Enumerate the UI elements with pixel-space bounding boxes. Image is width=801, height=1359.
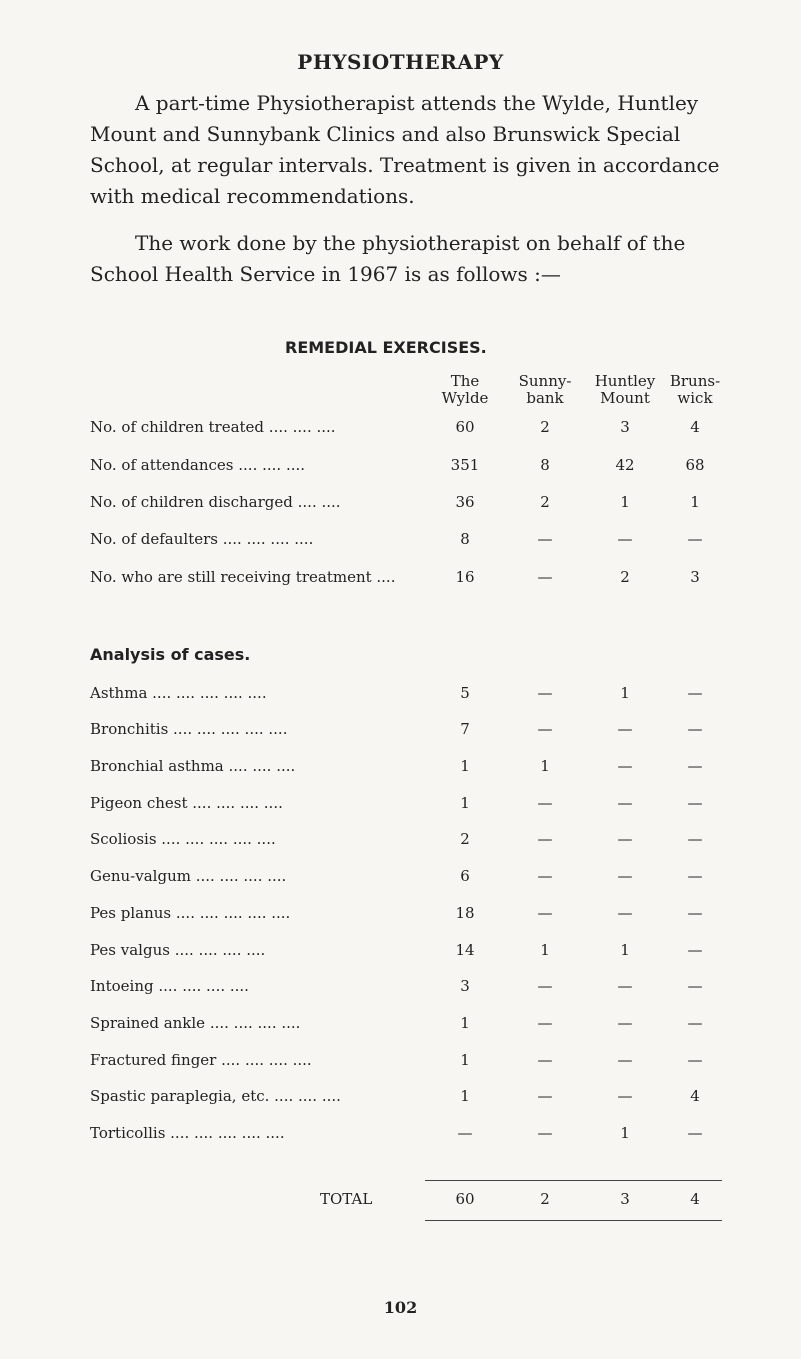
value-huntley-mount: 1 bbox=[620, 684, 630, 702]
value-wylde: — bbox=[457, 1124, 473, 1142]
value-wylde: 1 bbox=[460, 794, 470, 812]
value-wylde: 1 bbox=[460, 1087, 470, 1105]
total-row bbox=[90, 1187, 740, 1211]
row-label: Sprained ankle .... .... .... .... bbox=[90, 1014, 301, 1032]
table-row bbox=[90, 1121, 740, 1145]
value-sunnybank: — bbox=[537, 867, 553, 885]
value-wylde: 351 bbox=[450, 456, 480, 474]
value-sunnybank: 2 bbox=[540, 493, 550, 511]
table-row bbox=[90, 565, 740, 589]
table-row bbox=[90, 901, 740, 925]
value-wylde: 16 bbox=[455, 568, 475, 586]
row-label: Intoeing .... .... .... .... bbox=[90, 977, 249, 995]
value-brunswick: — bbox=[687, 1124, 703, 1142]
value-sunnybank: — bbox=[537, 1014, 553, 1032]
value-brunswick: — bbox=[687, 941, 703, 959]
value-sunnybank: — bbox=[537, 1087, 553, 1105]
value-brunswick: 4 bbox=[690, 418, 700, 436]
value-sunnybank: 8 bbox=[540, 456, 550, 474]
value-brunswick: — bbox=[687, 904, 703, 922]
value-wylde: 7 bbox=[460, 720, 470, 738]
value-wylde: 14 bbox=[455, 941, 475, 959]
row-label: No. of children treated .... .... .... bbox=[90, 418, 336, 436]
row-label: Pigeon chest .... .... .... .... bbox=[90, 794, 283, 812]
page-number: 102 bbox=[383, 1298, 418, 1317]
table-row bbox=[90, 938, 740, 962]
value-sunnybank: — bbox=[537, 568, 553, 586]
value-brunswick: 68 bbox=[685, 456, 705, 474]
table-row bbox=[90, 791, 740, 815]
row-label: Spastic paraplegia, etc. .... .... .... bbox=[90, 1087, 341, 1105]
value-huntley-mount: — bbox=[617, 757, 633, 775]
row-label: Bronchial asthma .... .... .... bbox=[90, 757, 296, 775]
column-header-brunswick: Bruns- wick bbox=[669, 372, 721, 407]
value-brunswick: 1 bbox=[690, 493, 700, 511]
table-row bbox=[90, 681, 740, 705]
value-wylde: 1 bbox=[460, 1014, 470, 1032]
value-wylde: 36 bbox=[455, 493, 475, 511]
value-huntley-mount: — bbox=[617, 720, 633, 738]
table-row bbox=[90, 527, 740, 551]
value-brunswick: — bbox=[687, 1014, 703, 1032]
column-header-huntley-mount: Huntley Mount bbox=[594, 372, 656, 407]
value-brunswick: — bbox=[687, 720, 703, 738]
value-huntley-mount: 1 bbox=[620, 1124, 630, 1142]
value-wylde: 6 bbox=[460, 867, 470, 885]
value-sunnybank: — bbox=[537, 720, 553, 738]
table-row bbox=[90, 453, 740, 477]
value-huntley-mount: 1 bbox=[620, 941, 630, 959]
value-wylde: 1 bbox=[460, 757, 470, 775]
row-label: No. of defaulters .... .... .... .... bbox=[90, 530, 314, 548]
value-sunnybank: 1 bbox=[540, 757, 550, 775]
row-label: Asthma .... .... .... .... .... bbox=[90, 684, 267, 702]
value-brunswick: — bbox=[687, 684, 703, 702]
table-row bbox=[90, 827, 740, 851]
value-huntley-mount: — bbox=[617, 794, 633, 812]
value-sunnybank: — bbox=[537, 977, 553, 995]
work-done-paragraph: The work done by the physiotherapist on behalf of the School Health Service in 1967 is as follows :— bbox=[90, 231, 686, 286]
value-brunswick: 3 bbox=[690, 568, 700, 586]
value-wylde: 8 bbox=[460, 530, 470, 548]
value-wylde: 3 bbox=[460, 977, 470, 995]
value-sunnybank: 1 bbox=[540, 941, 550, 959]
value-brunswick: — bbox=[687, 757, 703, 775]
table-row bbox=[90, 1048, 740, 1072]
total-bottom-rule bbox=[425, 1220, 722, 1221]
row-label: Pes valgus .... .... .... .... bbox=[90, 941, 266, 959]
table-row bbox=[90, 754, 740, 778]
value-sunnybank: — bbox=[537, 904, 553, 922]
value-huntley-mount: — bbox=[617, 904, 633, 922]
row-label: No. of attendances .... .... .... bbox=[90, 456, 306, 474]
value-brunswick: — bbox=[687, 1051, 703, 1069]
value-huntley-mount: — bbox=[617, 867, 633, 885]
value-sunnybank: — bbox=[537, 1051, 553, 1069]
row-label: Pes planus .... .... .... .... .... bbox=[90, 904, 291, 922]
value-sunnybank: — bbox=[537, 1124, 553, 1142]
table-row bbox=[90, 1084, 740, 1108]
total-top-rule bbox=[425, 1180, 722, 1181]
intro-paragraph: A part-time Physiotherapist attends the Wylde, Huntley Mount and Sunnybank Clinics and also Brunswick Special School, at regular intervals. Treatment is given in accordance with medical recommendations. bbox=[90, 91, 720, 208]
value-brunswick: — bbox=[687, 530, 703, 548]
total-label: TOTAL bbox=[320, 1190, 373, 1208]
table-row bbox=[90, 717, 740, 741]
value-wylde: 5 bbox=[460, 684, 470, 702]
total-brunswick: 4 bbox=[690, 1190, 700, 1208]
value-sunnybank: — bbox=[537, 794, 553, 812]
value-huntley-mount: — bbox=[617, 530, 633, 548]
value-huntley-mount: — bbox=[617, 830, 633, 848]
value-wylde: 1 bbox=[460, 1051, 470, 1069]
total-sunnybank: 2 bbox=[540, 1190, 550, 1208]
value-huntley-mount: 42 bbox=[615, 456, 635, 474]
table-row bbox=[90, 974, 740, 998]
table-row bbox=[90, 490, 740, 514]
total-huntley-mount: 3 bbox=[620, 1190, 630, 1208]
value-huntley-mount: — bbox=[617, 977, 633, 995]
value-wylde: 2 bbox=[460, 830, 470, 848]
value-sunnybank: — bbox=[537, 830, 553, 848]
value-huntley-mount: 3 bbox=[620, 418, 630, 436]
value-wylde: 60 bbox=[455, 418, 475, 436]
row-label: Genu-valgum .... .... .... .... bbox=[90, 867, 287, 885]
row-label: No. who are still receiving treatment .... bbox=[90, 568, 396, 586]
total-wylde: 60 bbox=[455, 1190, 475, 1208]
value-huntley-mount: 1 bbox=[620, 493, 630, 511]
value-sunnybank: — bbox=[537, 684, 553, 702]
table-row bbox=[90, 415, 740, 439]
value-huntley-mount: 2 bbox=[620, 568, 630, 586]
page-title: PHYSIOTHERAPY bbox=[297, 50, 504, 74]
value-huntley-mount: — bbox=[617, 1051, 633, 1069]
table-row bbox=[90, 864, 740, 888]
value-brunswick: — bbox=[687, 794, 703, 812]
value-brunswick: — bbox=[687, 867, 703, 885]
remedial-exercises-heading: REMEDIAL EXERCISES. bbox=[285, 338, 487, 357]
value-huntley-mount: — bbox=[617, 1014, 633, 1032]
row-label: Scoliosis .... .... .... .... .... bbox=[90, 830, 276, 848]
column-header-wylde: The Wylde bbox=[441, 372, 489, 407]
value-sunnybank: 2 bbox=[540, 418, 550, 436]
value-brunswick: 4 bbox=[690, 1087, 700, 1105]
row-label: Bronchitis .... .... .... .... .... bbox=[90, 720, 288, 738]
table-row bbox=[90, 1011, 740, 1035]
row-label: No. of children discharged .... .... bbox=[90, 493, 341, 511]
value-huntley-mount: — bbox=[617, 1087, 633, 1105]
value-brunswick: — bbox=[687, 830, 703, 848]
value-sunnybank: — bbox=[537, 530, 553, 548]
analysis-of-cases-heading: Analysis of cases. bbox=[90, 645, 251, 664]
row-label: Fractured finger .... .... .... .... bbox=[90, 1051, 312, 1069]
row-label: Torticollis .... .... .... .... .... bbox=[90, 1124, 285, 1142]
value-brunswick: — bbox=[687, 977, 703, 995]
column-header-sunnybank: Sunny- bank bbox=[518, 372, 572, 407]
value-wylde: 18 bbox=[455, 904, 475, 922]
